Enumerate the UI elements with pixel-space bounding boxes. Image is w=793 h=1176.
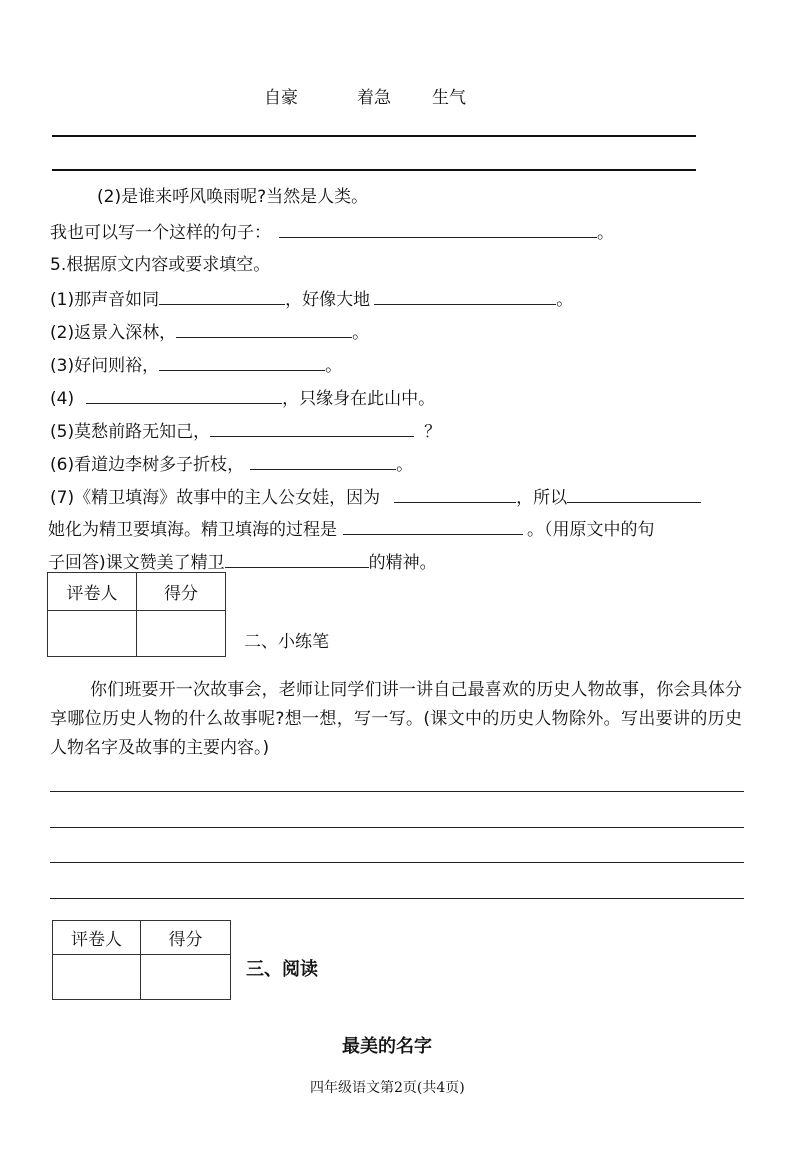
score-table-1 [47,572,226,657]
q5-item-3-blank[interactable] [159,354,325,371]
q5-item-1-text-a: (1)那声音如同 [50,290,160,310]
q2-line2-prefix: 我也可以写一个这样的句子： [50,223,271,243]
q5-item-2-blank[interactable] [176,321,352,338]
writing-line-1[interactable] [50,791,744,792]
word-1: 自豪 [264,88,298,108]
period: 。 [556,290,574,310]
period: 。 [396,455,414,475]
q5-item-7-blank-b[interactable] [567,486,701,503]
q5-item-3 [50,354,342,376]
q5-item-3-text: (3)好问则裕， [50,356,160,376]
score-cell[interactable] [137,611,226,657]
q5-item-7-blank-a[interactable] [394,486,516,503]
section2-title: 二、小练笔 [244,632,329,652]
q2-line1: (2)是谁来呼风唤雨呢?当然是人类。 [97,187,369,207]
q2-blank[interactable] [279,221,597,238]
answer-line-1[interactable] [52,135,696,137]
period: 。 [597,223,614,243]
q5-item-6 [50,453,413,475]
q5-item-1-blank-b[interactable] [374,288,556,305]
q5-item-2-text: (2)返景入深林， [50,323,177,343]
q5-item-4 [50,387,435,409]
q5-item-6-text: (6)看道边李树多子折枝， [50,455,245,475]
answer-line-2[interactable] [52,169,696,171]
q5-title: 5.根据原文内容或要求填空。 [50,255,271,275]
q5-item-1-blank-a[interactable] [159,288,285,305]
page-footer: 四年级语文第2页(共4页) [310,1080,465,1096]
grader-cell[interactable] [53,955,141,1000]
q5-item-7-line2 [48,518,655,540]
score-header: 得分 [141,921,231,955]
q5-item-2 [50,321,369,343]
q5-item-7-text-e: 子回答)课文赞美了精卫 [48,553,225,573]
score-header: 得分 [137,573,226,611]
grader-header: 评卷人 [53,921,141,955]
q5-item-1 [50,288,573,310]
period: 。 [352,323,370,343]
word-2: 着急 [357,88,391,108]
q5-item-4-text-b: ，只缘身在此山中。 [282,389,436,409]
q5-item-7-text-d: 。（用原文中的句 [527,520,655,540]
q5-item-6-blank[interactable] [250,453,396,470]
grader-cell[interactable] [48,611,137,657]
q5-item-4-blank[interactable] [86,387,282,404]
q5-item-5-end: ？ [424,422,442,442]
q5-item-7-blank-c[interactable] [343,518,523,535]
score-table-2 [52,920,231,1000]
writing-line-3[interactable] [50,862,744,863]
section3-title: 三、阅读 [246,959,318,980]
q5-item-5-text: (5)莫愁前路无知己， [50,422,211,442]
q5-item-1-text-b: ，好像大地 [285,290,371,310]
q5-item-5-blank[interactable] [210,420,414,437]
q5-item-7-text-c: 她化为精卫要填海。精卫填海的过程是 [48,520,337,540]
q5-item-7-line3 [48,551,437,573]
section2-prompt: 你们班要开一次故事会，老师让同学们讲一讲自己最喜欢的历史人物故事，你会具体分享哪位历史人物的什么故事呢?想一想，写一写。(课文中的历史人物除外。写出要讲的历史人物名字及故事的主要内容。) [50,680,742,758]
q5-item-7-text-f: 的精神。 [368,553,437,573]
writing-line-4[interactable] [50,898,744,899]
q5-item-5 [50,420,441,442]
q5-item-7-text-b: ，所以 [516,488,568,508]
passage-title: 最美的名字 [342,1036,432,1057]
q5-item-7-blank-d[interactable] [225,551,369,568]
q5-item-4-text-a: (4) [50,389,75,409]
word-3: 生气 [432,88,466,108]
grader-header: 评卷人 [48,573,137,611]
q5-item-7-line1 [50,486,701,508]
q5-item-7-text-a: (7)《精卫填海》故事中的主人公女娃，因为 [50,488,381,508]
writing-line-2[interactable] [50,827,744,828]
q2-line2 [50,221,614,243]
period: 。 [325,356,343,376]
score-cell[interactable] [141,955,231,1000]
